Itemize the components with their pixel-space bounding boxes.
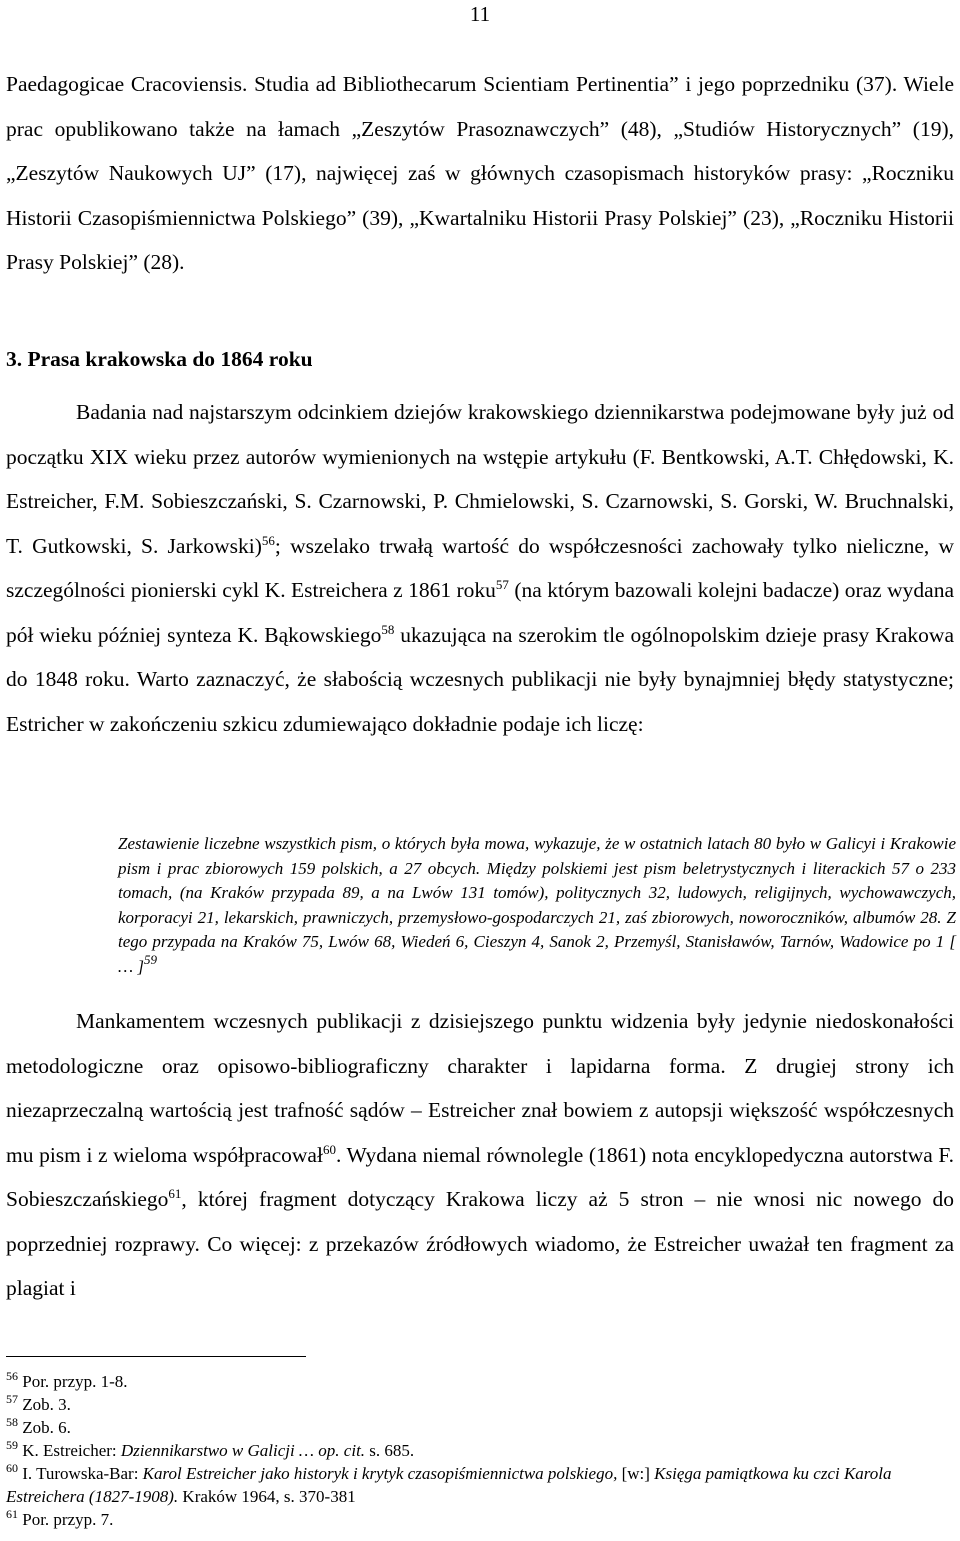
footnote-ref-56[interactable]: 56 (261, 532, 275, 548)
footnote-61: $^{61}$ Por. przyp. 7. (6, 1507, 114, 1529)
footnote-56: $^{56}$ Por. przyp. 1-8. (6, 1369, 128, 1391)
paragraph-shortcomings: Mankamentem wczesnych publikacji z dzisiejszego punktu widzenia były jedynie niedoskonałości metodologiczne oraz opisowo-bibliograficzny charakter i lapidarna forma. Z drugiej strony ich niezaprzeczalną wartością jest trafność sądów – Estreicher znał bowiem z autopsji większość współczesnych mu pism i z wieloma współpracował$^{60}$. Wydana niemal równolegle (1861) nota encyklopedyczna autorstwa F. Sobieszczańskiego$^{61}$, której fragment dotyczący Krakowa liczy aż 5 stron – nie wnosi nic nowego do poprzedniej rozprawy. Co więcej: z przekazów źródłowych wiadomo, że Estreicher uważał ten fragment za plagiat i (6, 1009, 954, 1300)
footnote-ref-61[interactable]: 61 (168, 1186, 182, 1201)
footnote-ref-57[interactable]: 57 (495, 577, 509, 592)
footnote-58: $^{58}$ Zob. 6. (6, 1415, 71, 1437)
footnote-ref-60[interactable]: 60 (322, 1141, 336, 1157)
footnote-ref-58[interactable]: 58 (381, 621, 395, 637)
section-heading: 3. Prasa krakowska do 1864 roku (6, 347, 313, 371)
page-number: 11 (469, 2, 491, 26)
footnote-60: $^{60}$ I. Turowska-Bar: Karol Estreicher jako historyk i krytyk czasopiśmiennictwa polskiego, [w:] Księga pamiątkowa ku czci Karola Estreichera (1827-1908). Kraków 1964, s. 370-381 (6, 1461, 892, 1506)
footnote-57: $^{57}$ Zob. 3. (6, 1392, 71, 1414)
block-quote: Zestawienie liczebne wszystkich pism, o których była mowa, wykazuje, że w ostatnich latach 80 było w Galicyi i Krakowie pism i prac zbiorowych 159 polskich, a 27 obcych. Między polskiemi jest pism beletrystycznych i literackich 57 o 233 tomach, (na Kraków przypada 89, a na Lwów 131 tomów), politycznych 32, ludowych, religijnych, wychowawczych, korporacyi 21, lekarskich, prawniczych, przemysłowo-gospodarczych 21, zaś zbiorowych, noworoczników, albumów 28. Z tego przypada na Kraków 75, Lwów 68, Wiedeń 6, Cieszyn 4, Sanok 2, Przemyśl, Stanisławów, Tarnów, Wadowice po 1 [ … ]$^{59}$ (118, 834, 956, 976)
footnote-59: $^{59}$ K. Estreicher: Dziennikarstwo w Galicji … op. cit. s. 685. (6, 1438, 415, 1460)
footnote-divider (6, 1356, 306, 1357)
paragraph-intro: Paedagogicae Cracoviensis. Studia ad Bibliothecarum Scientiam Pertinentia” i jego poprzedniku (37). Wiele prac opublikowano także na łamach „Zeszytów Prasoznawczych” (48), „Studiów Historycznych” (19), „Zeszytów Naukowych UJ” (17), najwięcej zaś w głównych czasopismach historyków prasy: „Roczniku Historii Czasopiśmiennictwa Polskiego” (39), „Kwartalniku Historii Prasy Polskiej” (23), „Roczniku Historii Prasy Polskiej” (28). (6, 72, 954, 274)
paragraph-research: Badania nad najstarszym odcinkiem dziejów krakowskiego dziennikarstwa podejmowane były już od początku XIX wieku przez autorów wymienionych na wstępie artykułu (F. Bentkowski, A.T. Chłędowski, K. Estreicher, F.M. Sobieszczański, S. Czarnowski, P. Chmielowski, S. Czarnowski, S. Gorski, W. Bruchnalski, T. Gutkowski, S. Jarkowski)$^{56}$; wszelako trwałą wartość do współczesności zachowały tylko nieliczne, w szczególności pionierski cykl K. Estreichera z 1861 roku$^{57}$ (na którym bazowali kolejni badacze) oraz wydana pół wieku później synteza K. Bąkowskiego$^{58}$ ukazująca na szerokim tle ogólnopolskim dzieje prasy Krakowa do 1848 roku. Warto zaznaczyć, że słabością wczesnych publikacji nie były bynajmniej błędy statystyczne; Estricher w zakończeniu szkicu zdumiewająco dokładnie podaje ich liczę: (6, 400, 955, 736)
footnote-ref-59[interactable]: 59 (143, 951, 157, 967)
